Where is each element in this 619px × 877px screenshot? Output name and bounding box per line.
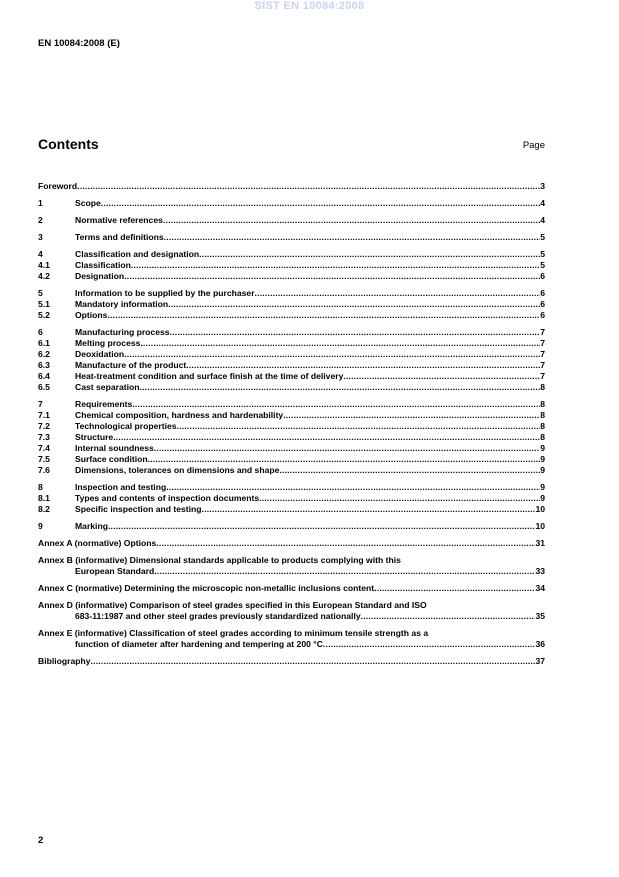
toc-entry-title: Specific inspection and testing	[75, 504, 202, 514]
toc-entry-number: 6.4	[38, 371, 50, 381]
toc-entry-title: Types and contents of inspection documents	[75, 493, 260, 503]
toc-entry-page: 36	[535, 639, 545, 649]
toc-entry-title-cont: function of diameter after hardening and tempering at 200 °C	[75, 639, 323, 649]
toc-entry[interactable]	[38, 371, 545, 382]
toc-entry-number: 4.1	[38, 260, 50, 270]
toc-entry-page: 6	[540, 288, 545, 298]
toc-entry-number: 9	[38, 521, 43, 531]
page-number: 2	[38, 835, 44, 846]
toc-entry-title: Structure	[75, 432, 114, 442]
toc-entry-title: Internal soundness	[75, 443, 154, 453]
toc-entry[interactable]	[38, 656, 545, 667]
table-of-contents	[38, 176, 545, 667]
toc-entry-number: 6.3	[38, 360, 50, 370]
toc-entry-number: 1	[38, 198, 43, 208]
leader-dots	[140, 338, 540, 349]
leader-dots	[164, 232, 541, 243]
toc-entry-page: 7	[540, 349, 545, 359]
toc-entry[interactable]	[38, 338, 545, 349]
document-id: EN 10084:2008 (E)	[38, 38, 120, 49]
leader-dots	[166, 482, 540, 493]
leader-dots	[132, 399, 540, 410]
toc-entry[interactable]	[38, 271, 545, 282]
toc-entry[interactable]	[38, 521, 545, 532]
toc-entry-page: 8	[540, 421, 545, 431]
leader-dots	[91, 656, 536, 667]
leader-dots	[101, 198, 540, 209]
toc-entry-page: 7	[540, 327, 545, 337]
toc-entry-page: 10	[535, 521, 545, 531]
toc-entry-number: 3	[38, 232, 43, 242]
leader-dots	[199, 249, 540, 260]
leader-dots	[154, 566, 535, 577]
toc-entry-page: 4	[540, 215, 545, 225]
toc-entry-title-cont: 683-11:1987 and other steel grades previously standardized nationally	[75, 611, 361, 621]
toc-entry[interactable]	[38, 432, 545, 443]
toc-entry-title: Marking	[75, 521, 108, 531]
leader-dots	[107, 310, 540, 321]
toc-entry[interactable]	[38, 260, 545, 271]
toc-entry-title: Melting process	[75, 338, 141, 348]
leader-dots	[361, 611, 536, 622]
toc-entry-title: Inspection and testing	[75, 482, 167, 492]
toc-entry-title: Surface condition	[75, 454, 148, 464]
toc-entry[interactable]	[38, 349, 545, 360]
toc-entry-page: 7	[540, 338, 545, 348]
toc-entry[interactable]	[38, 443, 545, 454]
toc-entry-number: 5	[38, 288, 43, 298]
toc-entry-title: Cast separation	[75, 382, 140, 392]
toc-entry-number: 7	[38, 399, 43, 409]
leader-dots	[177, 421, 541, 432]
leader-dots	[113, 432, 540, 443]
toc-entry-number: 8.1	[38, 493, 50, 503]
toc-entry-number: 2	[38, 215, 43, 225]
toc-entry-title: Terms and definitions	[75, 232, 164, 242]
leader-dots	[343, 371, 540, 382]
toc-entry-title: Annex E (informative) Classification of steel grades according to minimum tensile strength as a	[38, 628, 429, 638]
toc-entry-title: Annex B (informative) Dimensional standards applicable to products complying with this	[38, 555, 401, 565]
watermark: SIST EN 10084:2008	[254, 0, 365, 12]
toc-entry-number: 6.2	[38, 349, 50, 359]
leader-dots	[168, 299, 540, 310]
toc-entry[interactable]	[38, 421, 545, 432]
toc-entry-title: Mandatory information	[75, 299, 169, 309]
toc-entry[interactable]	[38, 482, 545, 493]
leader-dots	[148, 454, 541, 465]
leader-dots	[255, 288, 541, 299]
toc-entry-title: Normative references	[75, 215, 163, 225]
toc-entry-page: 8	[540, 410, 545, 420]
toc-entry-page: 5	[540, 249, 545, 259]
leader-dots	[124, 349, 540, 360]
toc-entry-page: 5	[540, 260, 545, 270]
toc-entry-title: Technological properties	[75, 421, 177, 431]
toc-entry-title: Annex C (normative) Determining the microscopic non-metallic inclusions content	[38, 583, 375, 593]
toc-entry[interactable]	[38, 410, 545, 421]
toc-entry[interactable]	[38, 299, 545, 310]
toc-entry[interactable]	[38, 454, 545, 465]
toc-entry-number: 8.2	[38, 504, 50, 514]
toc-entry-page: 5	[540, 232, 545, 242]
toc-entry-number: 7.4	[38, 443, 50, 453]
contents-title: Contents	[38, 136, 99, 152]
toc-entry[interactable]	[38, 232, 545, 243]
toc-entry[interactable]	[38, 399, 545, 410]
leader-dots	[108, 521, 535, 532]
toc-entry-page: 8	[540, 432, 545, 442]
toc-entry-page: 9	[540, 454, 545, 464]
toc-entry-page: 9	[540, 482, 545, 492]
toc-entry-page: 34	[535, 583, 545, 593]
toc-entry-number: 7.3	[38, 432, 50, 442]
toc-entry[interactable]	[38, 310, 545, 321]
toc-entry-number: 6.1	[38, 338, 50, 348]
toc-entry-title: Classification and designation	[75, 249, 200, 259]
toc-entry-page: 33	[535, 566, 545, 576]
toc-entry[interactable]	[38, 583, 545, 594]
toc-entry-page: 7	[540, 371, 545, 381]
leader-dots	[283, 410, 540, 421]
leader-dots	[374, 583, 535, 594]
toc-entry-page: 31	[535, 538, 545, 548]
toc-entry-number: 4	[38, 249, 43, 259]
leader-dots	[124, 271, 540, 282]
leader-dots	[131, 260, 540, 271]
toc-entry-title: Bibliography	[38, 656, 91, 666]
toc-entry[interactable]	[38, 465, 545, 476]
leader-dots	[163, 215, 540, 226]
toc-entry-page: 6	[540, 299, 545, 309]
toc-entry-number: 7.5	[38, 454, 50, 464]
toc-entry-page: 8	[540, 382, 545, 392]
leader-dots	[170, 327, 541, 338]
toc-entry-title: Manufacturing process	[75, 327, 170, 337]
toc-entry-number: 6.5	[38, 382, 50, 392]
toc-entry-title: Chemical composition, hardness and hardenability	[75, 410, 284, 420]
toc-entry-title-cont: European Standard	[75, 566, 155, 576]
leader-dots	[323, 639, 536, 650]
toc-entry-title: Scope	[75, 198, 101, 208]
toc-entry-title: Classification	[75, 260, 131, 270]
toc-entry-page: 37	[535, 656, 545, 666]
toc-entry-page: 6	[540, 271, 545, 281]
toc-entry[interactable]	[38, 181, 545, 192]
toc-entry-title: Designation	[75, 271, 125, 281]
toc-entry[interactable]	[38, 382, 545, 393]
toc-entry-page: 6	[540, 310, 545, 320]
leader-dots	[156, 538, 535, 549]
leader-dots	[139, 382, 540, 393]
toc-entry-title: Manufacture of the product	[75, 360, 187, 370]
toc-entry[interactable]	[38, 215, 545, 226]
toc-entry-number: 7.1	[38, 410, 50, 420]
toc-entry[interactable]	[38, 504, 545, 515]
toc-entry-page: 7	[540, 360, 545, 370]
toc-entry-number: 4.2	[38, 271, 50, 281]
toc-entry-number: 8	[38, 482, 43, 492]
toc-entry-title: Options	[75, 310, 108, 320]
leader-dots	[279, 465, 540, 476]
toc-entry-title: Foreword	[38, 181, 78, 191]
toc-entry[interactable]	[38, 360, 545, 371]
leader-dots	[154, 443, 540, 454]
toc-entry[interactable]	[38, 628, 545, 650]
toc-entry[interactable]	[38, 327, 545, 338]
toc-entry-page: 35	[535, 611, 545, 621]
toc-entry-page: 3	[540, 181, 545, 191]
toc-entry-number: 5.1	[38, 299, 50, 309]
toc-entry-number: 6	[38, 327, 43, 337]
leader-dots	[77, 181, 540, 192]
leader-dots	[202, 504, 536, 515]
toc-entry[interactable]	[38, 198, 545, 209]
toc-entry-title: Dimensions, tolerances on dimensions and shape	[75, 465, 280, 475]
toc-entry-number: 7.2	[38, 421, 50, 431]
toc-entry-title: Annex A (normative) Options	[38, 538, 157, 548]
toc-entry-title: Deoxidation	[75, 349, 125, 359]
leader-dots	[259, 493, 540, 504]
toc-entry-page: 9	[540, 465, 545, 475]
page-column-label: Page	[522, 140, 545, 151]
toc-entry-page: 8	[540, 399, 545, 409]
toc-entry[interactable]	[38, 600, 545, 622]
toc-entry[interactable]	[38, 249, 545, 260]
toc-entry[interactable]	[38, 538, 545, 549]
toc-entry-number: 5.2	[38, 310, 50, 320]
toc-entry-number: 7.6	[38, 465, 50, 475]
toc-entry-title: Information to be supplied by the purchaser	[75, 288, 255, 298]
toc-entry[interactable]	[38, 288, 545, 299]
toc-entry-page: 9	[540, 443, 545, 453]
toc-entry-title: Heat-treatment condition and surface finish at the time of delivery	[75, 371, 344, 381]
toc-entry[interactable]	[38, 493, 545, 504]
toc-entry-title: Requirements	[75, 399, 133, 409]
toc-entry-page: 4	[540, 198, 545, 208]
toc-entry[interactable]	[38, 555, 545, 577]
toc-entry-title: Annex D (informative) Comparison of steel grades specified in this European Standard and ISO	[38, 600, 427, 610]
toc-entry-page: 9	[540, 493, 545, 503]
leader-dots	[186, 360, 540, 371]
toc-entry-page: 10	[535, 504, 545, 514]
